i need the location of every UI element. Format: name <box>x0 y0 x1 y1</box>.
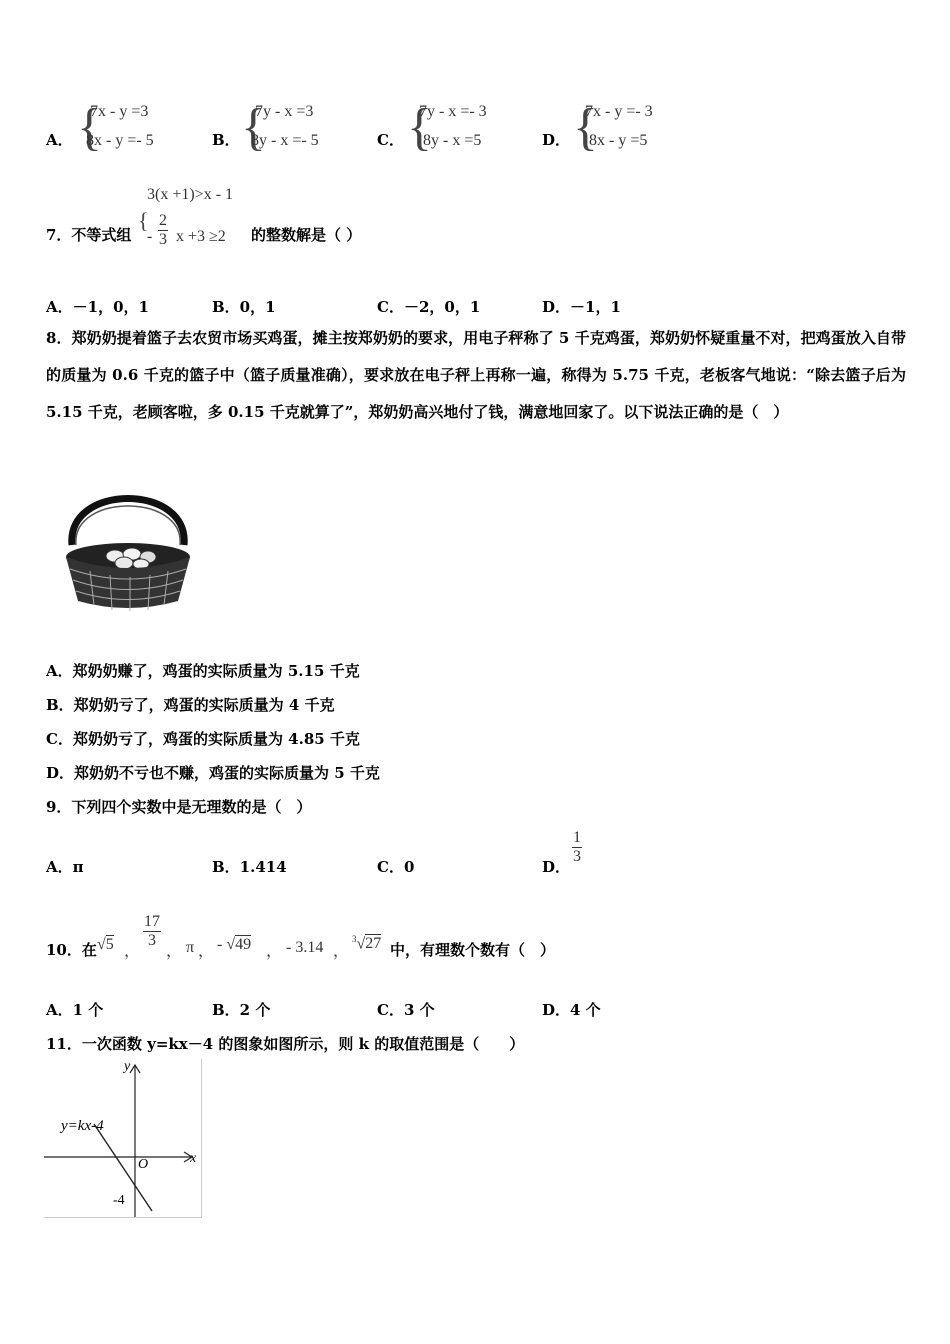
q11-graph <box>44 1059 202 1218</box>
comma: ， <box>198 943 215 960</box>
q9-option-d-label: D． <box>542 858 571 876</box>
egg-basket-illustration <box>60 483 196 616</box>
q7-ineq2-rest: x +3 ≥2 <box>176 228 226 245</box>
sqrt-icon: √ <box>97 936 106 953</box>
q8-option-a: A．郑奶奶赚了，鸡蛋的实际质量为 5.15 千克 <box>46 662 360 680</box>
comma: ， <box>333 943 350 960</box>
q11-graph-line-label: y=kx-4 <box>61 1118 104 1134</box>
comma: ， <box>124 943 141 960</box>
q10-sqrt5-radicand: 5 <box>105 936 114 953</box>
q6-b-eq2: 8y - x =- 5 <box>251 132 319 149</box>
q6-option-d-label: D． <box>542 131 571 149</box>
q9-text: 9．下列四个实数中是无理数的是（ ） <box>46 798 312 816</box>
brace-icon: { <box>241 99 266 156</box>
brace-icon: { <box>77 99 102 156</box>
q7-fraction-numerator: 2 <box>159 212 167 229</box>
q10-option-c: C．3 个 <box>377 1001 435 1019</box>
q7-option-d: D．－1，1 <box>542 298 621 316</box>
q7-fraction <box>158 212 168 249</box>
q8-text: 8．郑奶奶提着篮子去农贸市场买鸡蛋，摊主按郑奶奶的要求，用电子秤称了 5 千克鸡蛋，郑奶奶怀疑重量不对，把鸡蛋放入自带的质量为 0.6 千克的篮子中（篮子质量准确），要求放在电子秤上再称一遍，称得为 5.75 千克，老板客气地说：“除去篮子后为 5.15 千克，老顾客啦，多 0.15 千克就算了”，郑奶奶高兴地付了钱，满意地回家了。以下说法正确的是（ ） <box>46 329 906 421</box>
q10-neg-sqrt49: - √49 <box>217 936 252 953</box>
q6-option-c-label: C． <box>377 131 404 149</box>
q11-text: 11．一次函数 y=kx－4 的图象如图所示，则 k 的取值范围是（ ） <box>46 1035 525 1053</box>
q9-option-b: B．1.414 <box>212 858 287 876</box>
q7-ineq2-sign: - <box>147 228 153 245</box>
q10-fraction <box>143 913 161 950</box>
q6-option-b-label: B． <box>212 131 240 149</box>
q10-cbrt-index: 3 <box>352 934 357 944</box>
q10-fraction-numerator: 17 <box>144 913 160 930</box>
q6-c-eq1: 7y - x =- 3 <box>419 103 487 120</box>
q11-axis-y-label: y <box>124 1059 131 1074</box>
q10-suffix: 中，有理数个数有（ ） <box>390 941 556 959</box>
q8-option-c: C．郑奶奶亏了，鸡蛋的实际质量为 4.85 千克 <box>46 730 360 748</box>
brace-icon: { <box>573 99 598 156</box>
brace-icon: { <box>407 99 432 156</box>
q6-option-a-label: A． <box>46 131 73 149</box>
q7-fraction-denominator: 3 <box>159 231 167 248</box>
q7-option-c: C．－2，0，1 <box>377 298 481 316</box>
q10-neg-314: - 3.14 <box>286 939 324 956</box>
brace-icon: { <box>138 208 149 233</box>
q7-option-b: B．0，1 <box>212 298 276 316</box>
q9-option-c: C．0 <box>377 858 415 876</box>
sqrt-icon: √ <box>226 936 236 953</box>
q10-option-a: A．1 个 <box>46 1001 104 1019</box>
comma: ， <box>266 943 283 960</box>
q9-option-d-fraction <box>572 829 582 866</box>
q8-option-b: B．郑奶奶亏了，鸡蛋的实际质量为 4 千克 <box>46 696 335 714</box>
q10-sqrt5 <box>97 936 114 954</box>
q11-intercept-label: -4 <box>113 1193 125 1208</box>
q11-origin-label: O <box>138 1157 149 1172</box>
q7-suffix: 的整数解是（ ） <box>251 226 362 244</box>
q6-b-eq1: 7y - x =3 <box>255 103 314 120</box>
comma: ， <box>166 943 183 960</box>
q10-cbrt27-radicand: 27 <box>365 935 382 953</box>
q8-option-d: D．郑奶奶不亏也不赚，鸡蛋的实际质量为 5 千克 <box>46 764 380 782</box>
q10-cbrt27 <box>352 934 381 953</box>
q9-d-numerator: 1 <box>573 829 581 846</box>
q6-c-eq2: 8y - x =5 <box>423 132 482 149</box>
q9-option-a: A．π <box>46 858 84 876</box>
q10-fraction-denominator: 3 <box>143 931 161 950</box>
q11-axis-x-label: x <box>190 1151 197 1166</box>
sqrt-icon: √ <box>356 935 366 953</box>
q7-inequality-1: 3(x +1)>x - 1 <box>147 186 234 203</box>
q10-prefix: 10．在 <box>46 941 97 959</box>
q6-d-eq2: 8x - y =5 <box>589 132 648 149</box>
q10-option-b: B．2 个 <box>212 1001 271 1019</box>
q10-option-d: D．4 个 <box>542 1001 601 1019</box>
q6-a-eq2: 8x - y =- 5 <box>86 132 154 149</box>
q7-option-a: A．－1，0，1 <box>46 298 149 316</box>
q10-pi: π <box>186 939 195 956</box>
q9-d-denominator: 3 <box>573 848 581 865</box>
q7-prefix: 7．不等式组 <box>46 226 132 244</box>
q10-sqrt49-radicand: 49 <box>235 936 252 953</box>
q6-a-eq1: 7x - y =3 <box>90 103 149 120</box>
q6-d-eq1: 7x - y =- 3 <box>585 103 653 120</box>
